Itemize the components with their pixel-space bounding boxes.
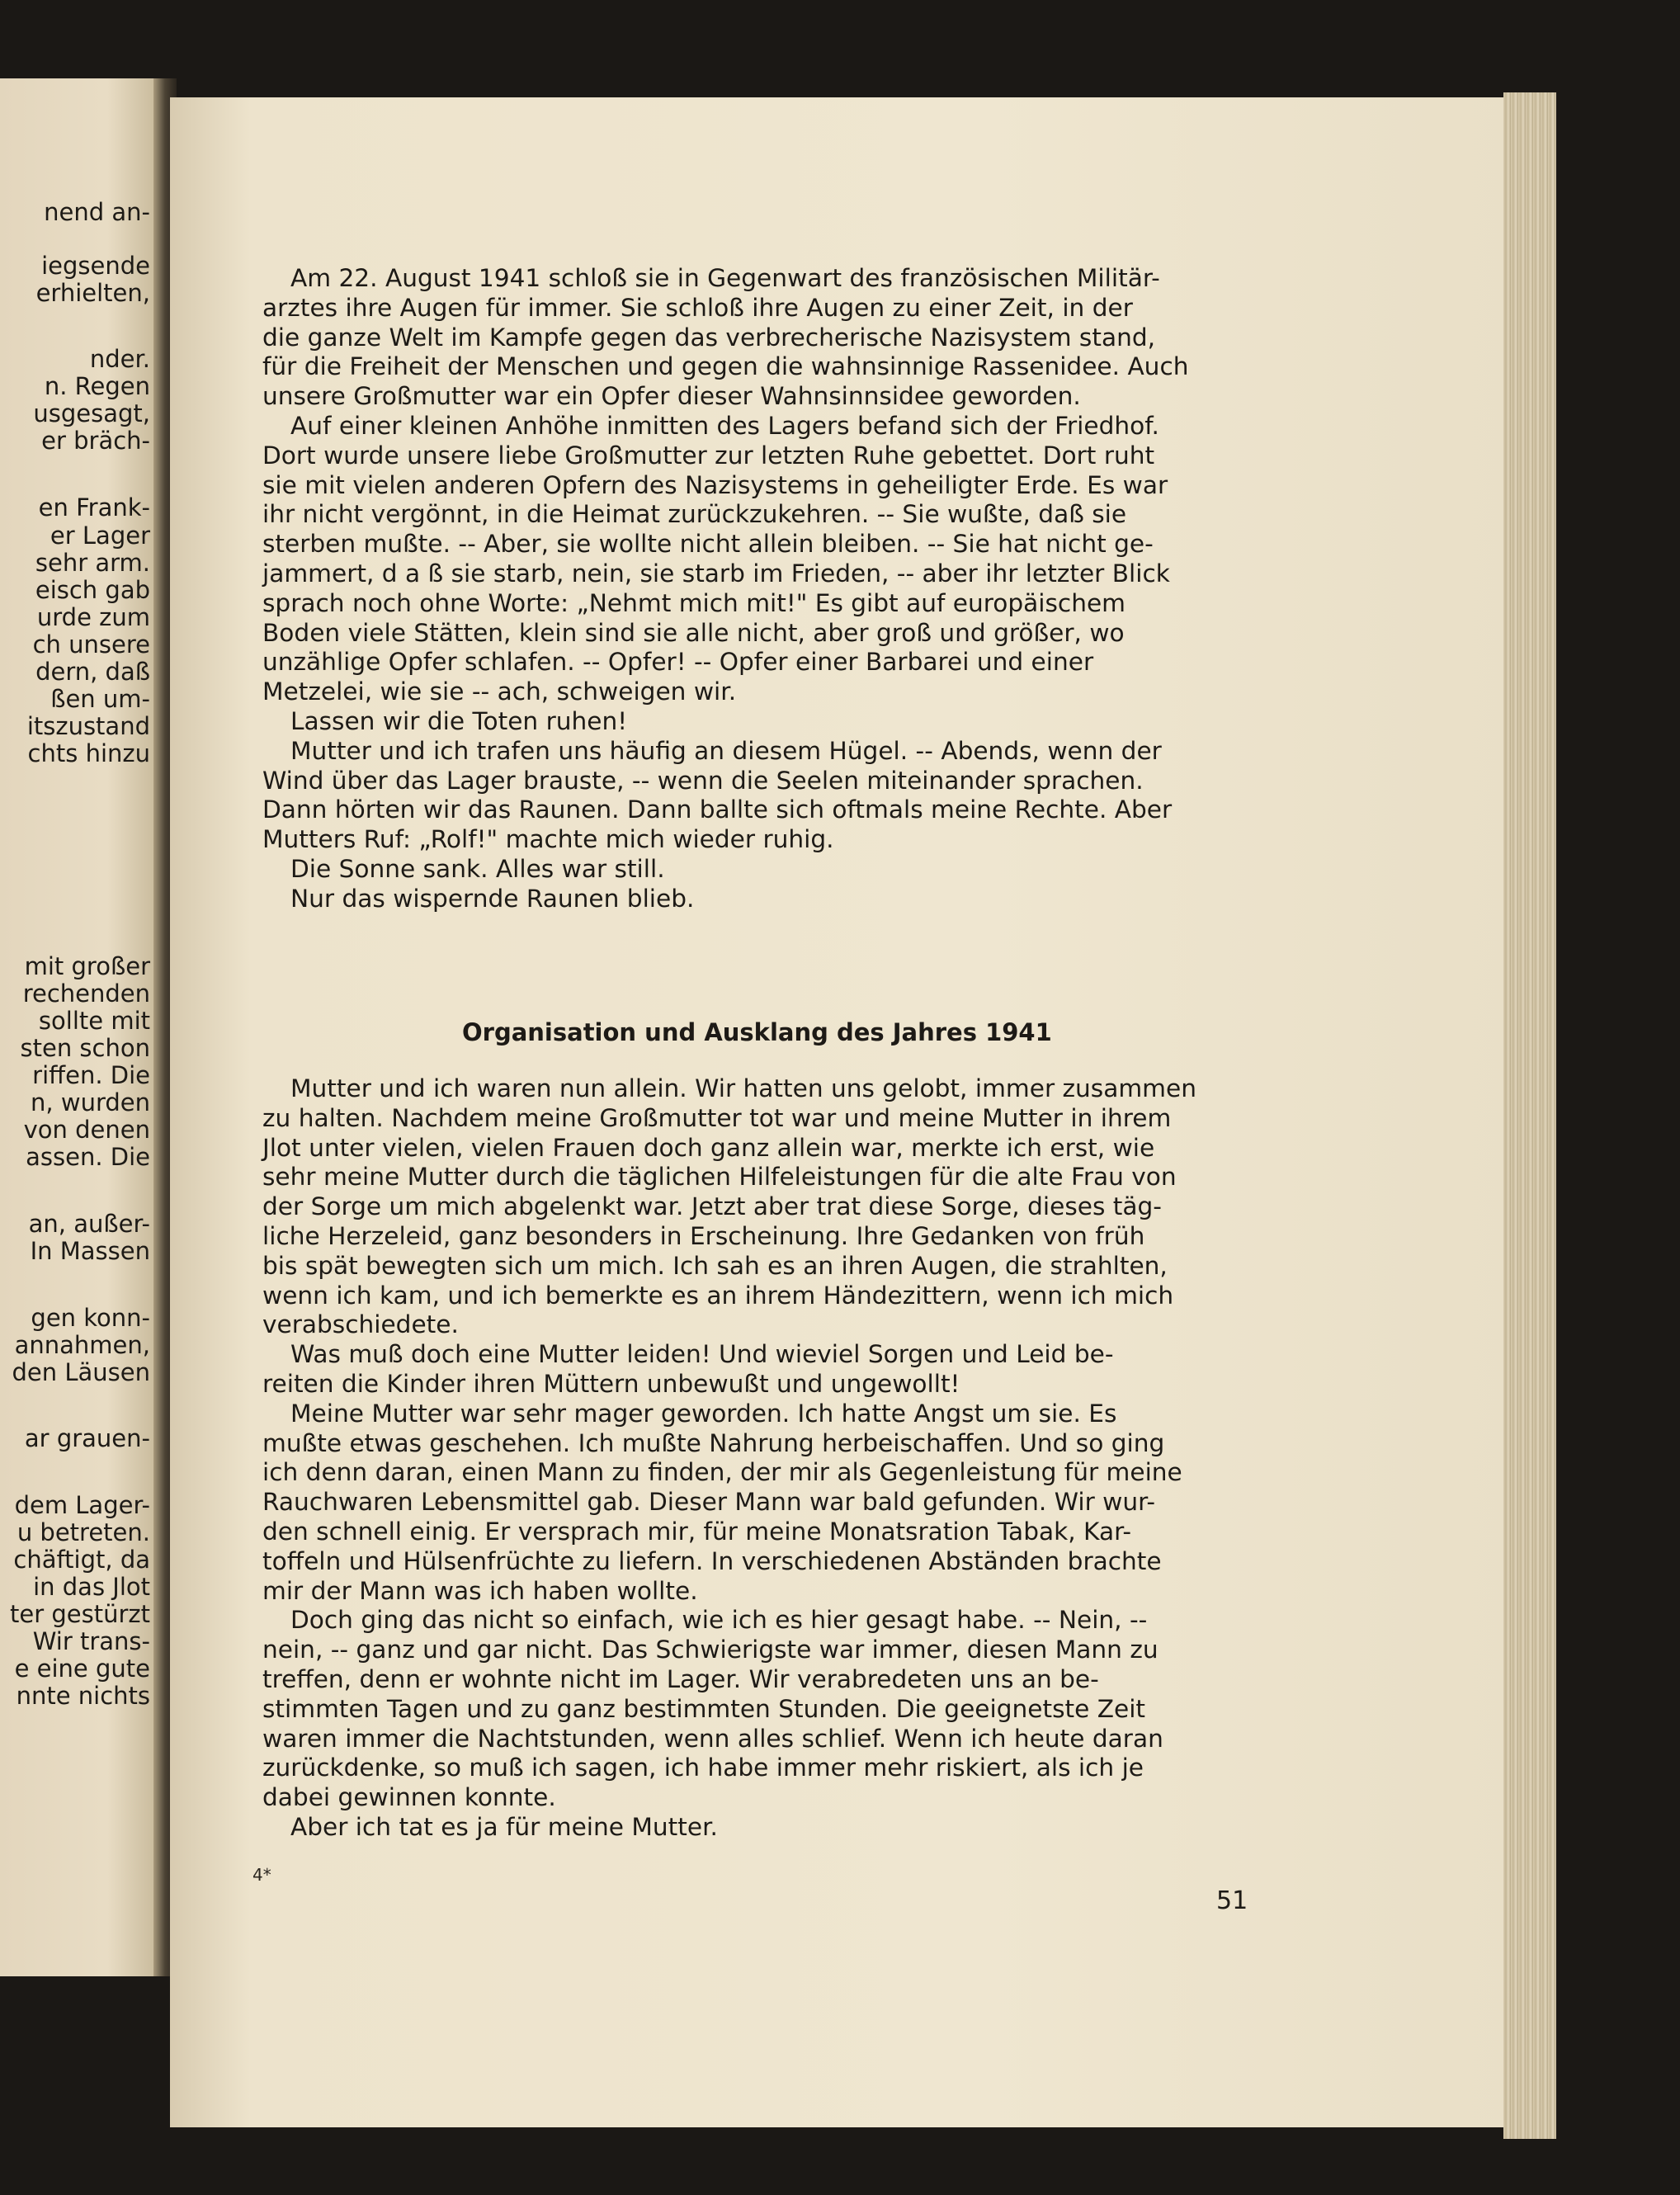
paragraph (262, 707, 1262, 737)
left-page-line: nder. (89, 345, 150, 373)
text-line: reiten die Kinder ihren Müttern unbewußt und ungewollt! (262, 1369, 960, 1398)
left-page-line: usgesagt, (33, 399, 150, 427)
left-page-line: sollte mit (38, 1007, 150, 1035)
left-page-line: In Massen (30, 1237, 150, 1265)
left-page-line: ter gestürzt (10, 1600, 150, 1628)
text-line: mußte etwas geschehen. Ich mußte Nahrung herbeischaffen. Und so ging (262, 1428, 1165, 1457)
text-line: zu halten. Nachdem meine Großmutter tot war und meine Mutter in ihrem (262, 1103, 1172, 1132)
paragraph (262, 412, 1262, 707)
section-2-text (262, 1074, 1262, 1843)
text-line: jammert, d a ß sie starb, nein, sie starb im Frieden, -- aber ihr letzter Blick (262, 559, 1170, 588)
left-page-line: assen. Die (26, 1143, 150, 1171)
text-line: Die Sonne sank. Alles war still. (290, 854, 665, 883)
text-line: arztes ihre Augen für immer. Sie schloß ihre Augen zu einer Zeit, in der (262, 293, 1133, 322)
text-line: unsere Großmutter war ein Opfer dieser Wahnsinnsidee geworden. (262, 382, 1081, 411)
text-line: unzählige Opfer schlafen. -- Opfer! -- Opfer einer Barbarei und einer (262, 648, 1094, 677)
text-line: Mutter und ich waren nun allein. Wir hatten uns gelobt, immer zusammen (290, 1074, 1196, 1102)
left-page-line: sehr arm. (35, 549, 150, 577)
section-heading: Organisation und Ausklang des Jahres 1941 (462, 1018, 1052, 1046)
text-line: verabschiedete. (262, 1310, 459, 1339)
text-line: den schnell einig. Er versprach mir, für meine Monatsration Tabak, Kar- (262, 1517, 1132, 1546)
text-line: Doch ging das nicht so einfach, wie ich es hier gesagt habe. -- Nein, -- (290, 1606, 1148, 1635)
text-line: Nur das wispernde Raunen blieb. (290, 884, 695, 913)
left-page-line: urde zum (36, 603, 150, 631)
left-page-line: gen konn- (31, 1304, 150, 1332)
text-line: sterben mußte. -- Aber, sie wollte nicht allein bleiben. -- Sie hat nicht ge- (262, 530, 1154, 559)
paragraph (262, 1606, 1262, 1813)
signature-mark: 4* (252, 1865, 271, 1885)
text-line: Metzelei, wie sie -- ach, schweigen wir. (262, 677, 737, 706)
text-line: Meine Mutter war sehr mager geworden. Ich hatte Angst um sie. Es (290, 1399, 1117, 1428)
left-page-line: er Lager (50, 522, 150, 550)
text-line: Aber ich tat es ja für meine Mutter. (290, 1812, 718, 1841)
paragraph (262, 737, 1262, 855)
left-page-line: eisch gab (35, 576, 150, 604)
page-edges (1503, 92, 1556, 2139)
left-page-line: chts hinzu (27, 739, 150, 767)
left-page-line: annahmen, (14, 1331, 150, 1359)
left-page (0, 78, 153, 1976)
text-line: liche Herzeleid, ganz besonders in Erscheinung. Ihre Gedanken von früh (262, 1221, 1145, 1250)
paragraph (262, 1400, 1262, 1607)
text-line: Mutter und ich trafen uns häufig an diesem Hügel. -- Abends, wenn der (290, 736, 1162, 765)
text-line: Lassen wir die Toten ruhen! (290, 706, 628, 735)
text-line: wenn ich kam, und ich bemerkte es an ihrem Händezittern, wenn ich mich (262, 1281, 1174, 1310)
text-line: sprach noch ohne Worte: „Nehmt mich mit!" Es gibt auf europäischem (262, 588, 1126, 617)
left-page-line: ar grauen- (24, 1424, 150, 1452)
text-line: Am 22. August 1941 schloß sie in Gegenwart des französischen Militär- (290, 264, 1160, 292)
left-page-line: sten schon (20, 1034, 150, 1062)
left-page-line: chäftigt, da (13, 1546, 150, 1574)
page-number: 51 (1216, 1886, 1248, 1915)
left-page-line: dern, daß (35, 658, 150, 686)
text-line: Auf einer kleinen Anhöhe inmitten des Lagers befand sich der Friedhof. (290, 411, 1159, 440)
left-page-line: rechenden (22, 979, 150, 1008)
paragraph (262, 1074, 1262, 1340)
text-line: treffen, denn er wohnte nicht im Lager. Wir verabredeten uns an be- (262, 1664, 1099, 1693)
left-page-line: er bräch- (41, 427, 150, 455)
left-page-line: Wir trans- (32, 1627, 150, 1655)
left-page-line: itszustand (26, 712, 150, 740)
text-line: die ganze Welt im Kampfe gegen das verbrecherische Nazisystem stand, (262, 323, 1156, 352)
left-page-line: erhielten, (35, 279, 150, 307)
text-line: Dort wurde unsere liebe Großmutter zur letzten Ruhe gebettet. Dort ruht (262, 441, 1155, 470)
text-line: bis spät bewegten sich um mich. Ich sah es an ihren Augen, die strahlten, (262, 1251, 1168, 1280)
text-line: ihr nicht vergönnt, in die Heimat zurückzukehren. -- Sie wußte, daß sie (262, 500, 1127, 529)
left-page-line: ßen um- (50, 685, 150, 713)
left-page-line: an, außer- (28, 1210, 150, 1238)
left-page-line: nnte nichts (16, 1682, 150, 1710)
text-line: Rauchwaren Lebensmittel gab. Dieser Mann war bald gefunden. Wir wur- (262, 1488, 1156, 1517)
text-line: sie mit vielen anderen Opfern des Nazisystems in geheiligter Erde. Es war (262, 470, 1168, 499)
left-page-line: riffen. Die (32, 1061, 150, 1089)
text-line: nein, -- ganz und gar nicht. Das Schwierigste war immer, diesen Mann zu (262, 1636, 1159, 1664)
text-line: der Sorge um mich abgelenkt war. Jetzt aber trat diese Sorge, dieses täg- (262, 1192, 1162, 1221)
text-line: stimmten Tagen und zu ganz bestimmten Stunden. Die geeignetste Zeit (262, 1694, 1146, 1723)
left-page-line: dem Lager- (14, 1491, 150, 1519)
paragraph (262, 264, 1262, 412)
text-line: waren immer die Nachtstunden, wenn alles schlief. Wenn ich heute daran (262, 1724, 1163, 1753)
left-page-line: en Frank- (38, 493, 150, 522)
text-line: Dann hörten wir das Raunen. Dann ballte sich oftmals meine Rechte. Aber (262, 795, 1173, 824)
left-page-line: von denen (23, 1116, 150, 1144)
text-line: Wind über das Lager brauste, -- wenn die Seelen miteinander sprachen. (262, 766, 1144, 795)
left-page-line: ch unsere (32, 630, 150, 658)
text-line: Jlot unter vielen, vielen Frauen doch ganz allein war, merkte ich erst, wie (262, 1133, 1155, 1162)
text-line: für die Freiheit der Menschen und gegen die wahnsinnige Rassenidee. Auch (262, 352, 1189, 381)
text-line: Was muß doch eine Mutter leiden! Und wieviel Sorgen und Leid be- (290, 1340, 1114, 1369)
paragraph (262, 1340, 1262, 1400)
section-1-text (262, 264, 1262, 914)
paragraph (262, 885, 1262, 914)
left-page-line: in das Jlot (33, 1573, 150, 1601)
left-page-line: u betreten. (17, 1518, 150, 1546)
left-page-line: mit großer (24, 952, 150, 980)
left-page-line: nend an- (44, 198, 150, 226)
text-line: Boden viele Stätten, klein sind sie alle nicht, aber groß und größer, wo (262, 618, 1125, 647)
paragraph (262, 855, 1262, 885)
text-line: Mutters Ruf: „Rolf!" machte mich wieder ruhig. (262, 825, 834, 854)
text-line: sehr meine Mutter durch die täglichen Hilfeleistungen für die alte Frau von (262, 1163, 1177, 1192)
text-line: zurückdenke, so muß ich sagen, ich habe immer mehr riskiert, als ich je (262, 1754, 1144, 1782)
paragraph (262, 1813, 1262, 1843)
left-page-line: iegsende (41, 252, 150, 280)
left-page-line: e eine gute (14, 1655, 150, 1683)
text-line: dabei gewinnen konnte. (262, 1783, 556, 1812)
text-line: ich denn daran, einen Mann zu finden, der mir als Gegenleistung für meine (262, 1458, 1182, 1487)
text-line: mir der Mann was ich haben wollte. (262, 1576, 698, 1605)
left-page-line: n. Regen (44, 372, 150, 400)
left-page-line: den Läusen (12, 1358, 150, 1386)
left-page-line: n, wurden (31, 1088, 150, 1116)
text-line: toffeln und Hülsenfrüchte zu liefern. In verschiedenen Abständen brachte (262, 1546, 1162, 1575)
